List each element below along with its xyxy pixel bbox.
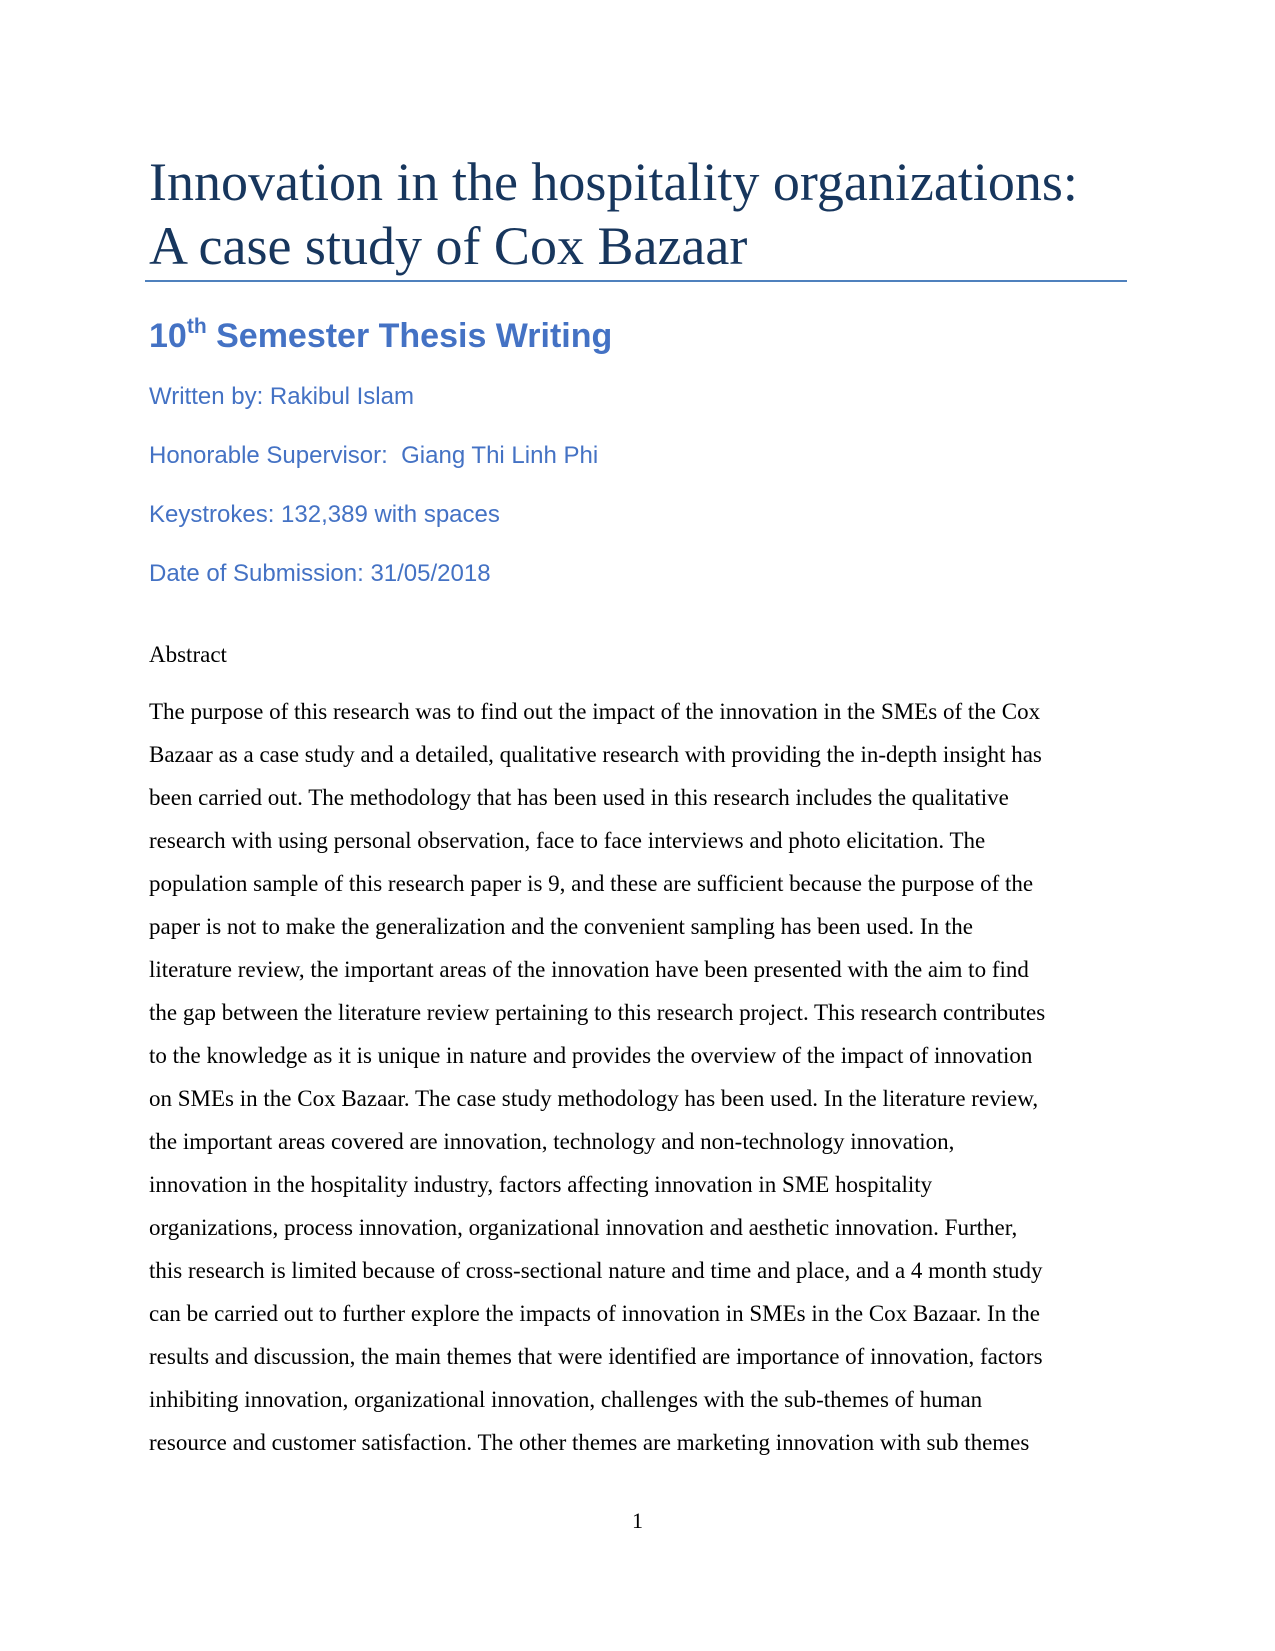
subtitle-text: Semester Thesis Writing xyxy=(206,317,613,355)
abstract-line: innovation in the hospitality industry, factors affecting innovation in SME hospitality xyxy=(149,1172,933,1197)
document-subtitle xyxy=(149,314,612,358)
abstract-line: resource and customer satisfaction. The other themes are marketing innovation with sub themes xyxy=(149,1430,1030,1455)
subtitle-number: 10 xyxy=(149,317,187,355)
abstract-line: on SMEs in the Cox Bazaar. The case study methodology has been used. In the literature review, xyxy=(149,1086,1039,1111)
abstract-line: population sample of this research paper is 9, and these are sufficient because the purpose of the xyxy=(149,871,1034,896)
abstract-line: results and discussion, the main themes that were identified are importance of innovation, factors xyxy=(149,1344,1043,1369)
abstract-line: research with using personal observation, face to face interviews and photo elicitation. The xyxy=(149,828,986,853)
abstract-line: can be carried out to further explore the impacts of innovation in SMEs in the Cox Bazaar. In the xyxy=(149,1301,1040,1326)
abstract-line: inhibiting innovation, organizational innovation, challenges with the sub-themes of human xyxy=(149,1387,983,1412)
abstract-line: the important areas covered are innovation, technology and non-technology innovation, xyxy=(149,1129,955,1154)
abstract-line: The purpose of this research was to find out the impact of the innovation in the SMEs of the Cox xyxy=(149,699,1041,724)
document-title xyxy=(149,150,1129,278)
title-divider xyxy=(145,280,1127,282)
supervisor-line: Honorable Supervisor: Giang Thi Linh Phi xyxy=(149,442,599,469)
abstract-line: Bazaar as a case study and a detailed, qualitative research with providing the in-depth insight has xyxy=(149,742,1042,767)
abstract-line: the gap between the literature review pertaining to this research project. This research contributes xyxy=(149,1000,1046,1025)
abstract-line: organizations, process innovation, organizational innovation and aesthetic innovation. Further, xyxy=(149,1215,1018,1240)
submission-date-line: Date of Submission: 31/05/2018 xyxy=(149,560,491,587)
title-line-2: A case study of Cox Bazaar xyxy=(149,216,748,276)
abstract-line: been carried out. The methodology that has been used in this research includes the qualitative xyxy=(149,785,1009,810)
abstract-line: to the knowledge as it is unique in nature and provides the overview of the impact of innovation xyxy=(149,1043,1033,1068)
abstract-body xyxy=(149,690,1139,1464)
abstract-line: this research is limited because of cross-sectional nature and time and place, and a 4 month study xyxy=(149,1258,1043,1283)
keystrokes-line: Keystrokes: 132,389 with spaces xyxy=(149,501,500,528)
abstract-line: paper is not to make the generalization and the convenient sampling has been used. In the xyxy=(149,914,973,939)
abstract-line: literature review, the important areas of the innovation have been presented with the aim to find xyxy=(149,957,1029,982)
page-number: 1 xyxy=(632,1508,643,1533)
author-line: Written by: Rakibul Islam xyxy=(149,383,414,410)
subtitle-superscript: th xyxy=(186,314,207,338)
abstract-heading: Abstract xyxy=(149,642,227,667)
title-line-1: Innovation in the hospitality organizations: xyxy=(149,152,1078,212)
